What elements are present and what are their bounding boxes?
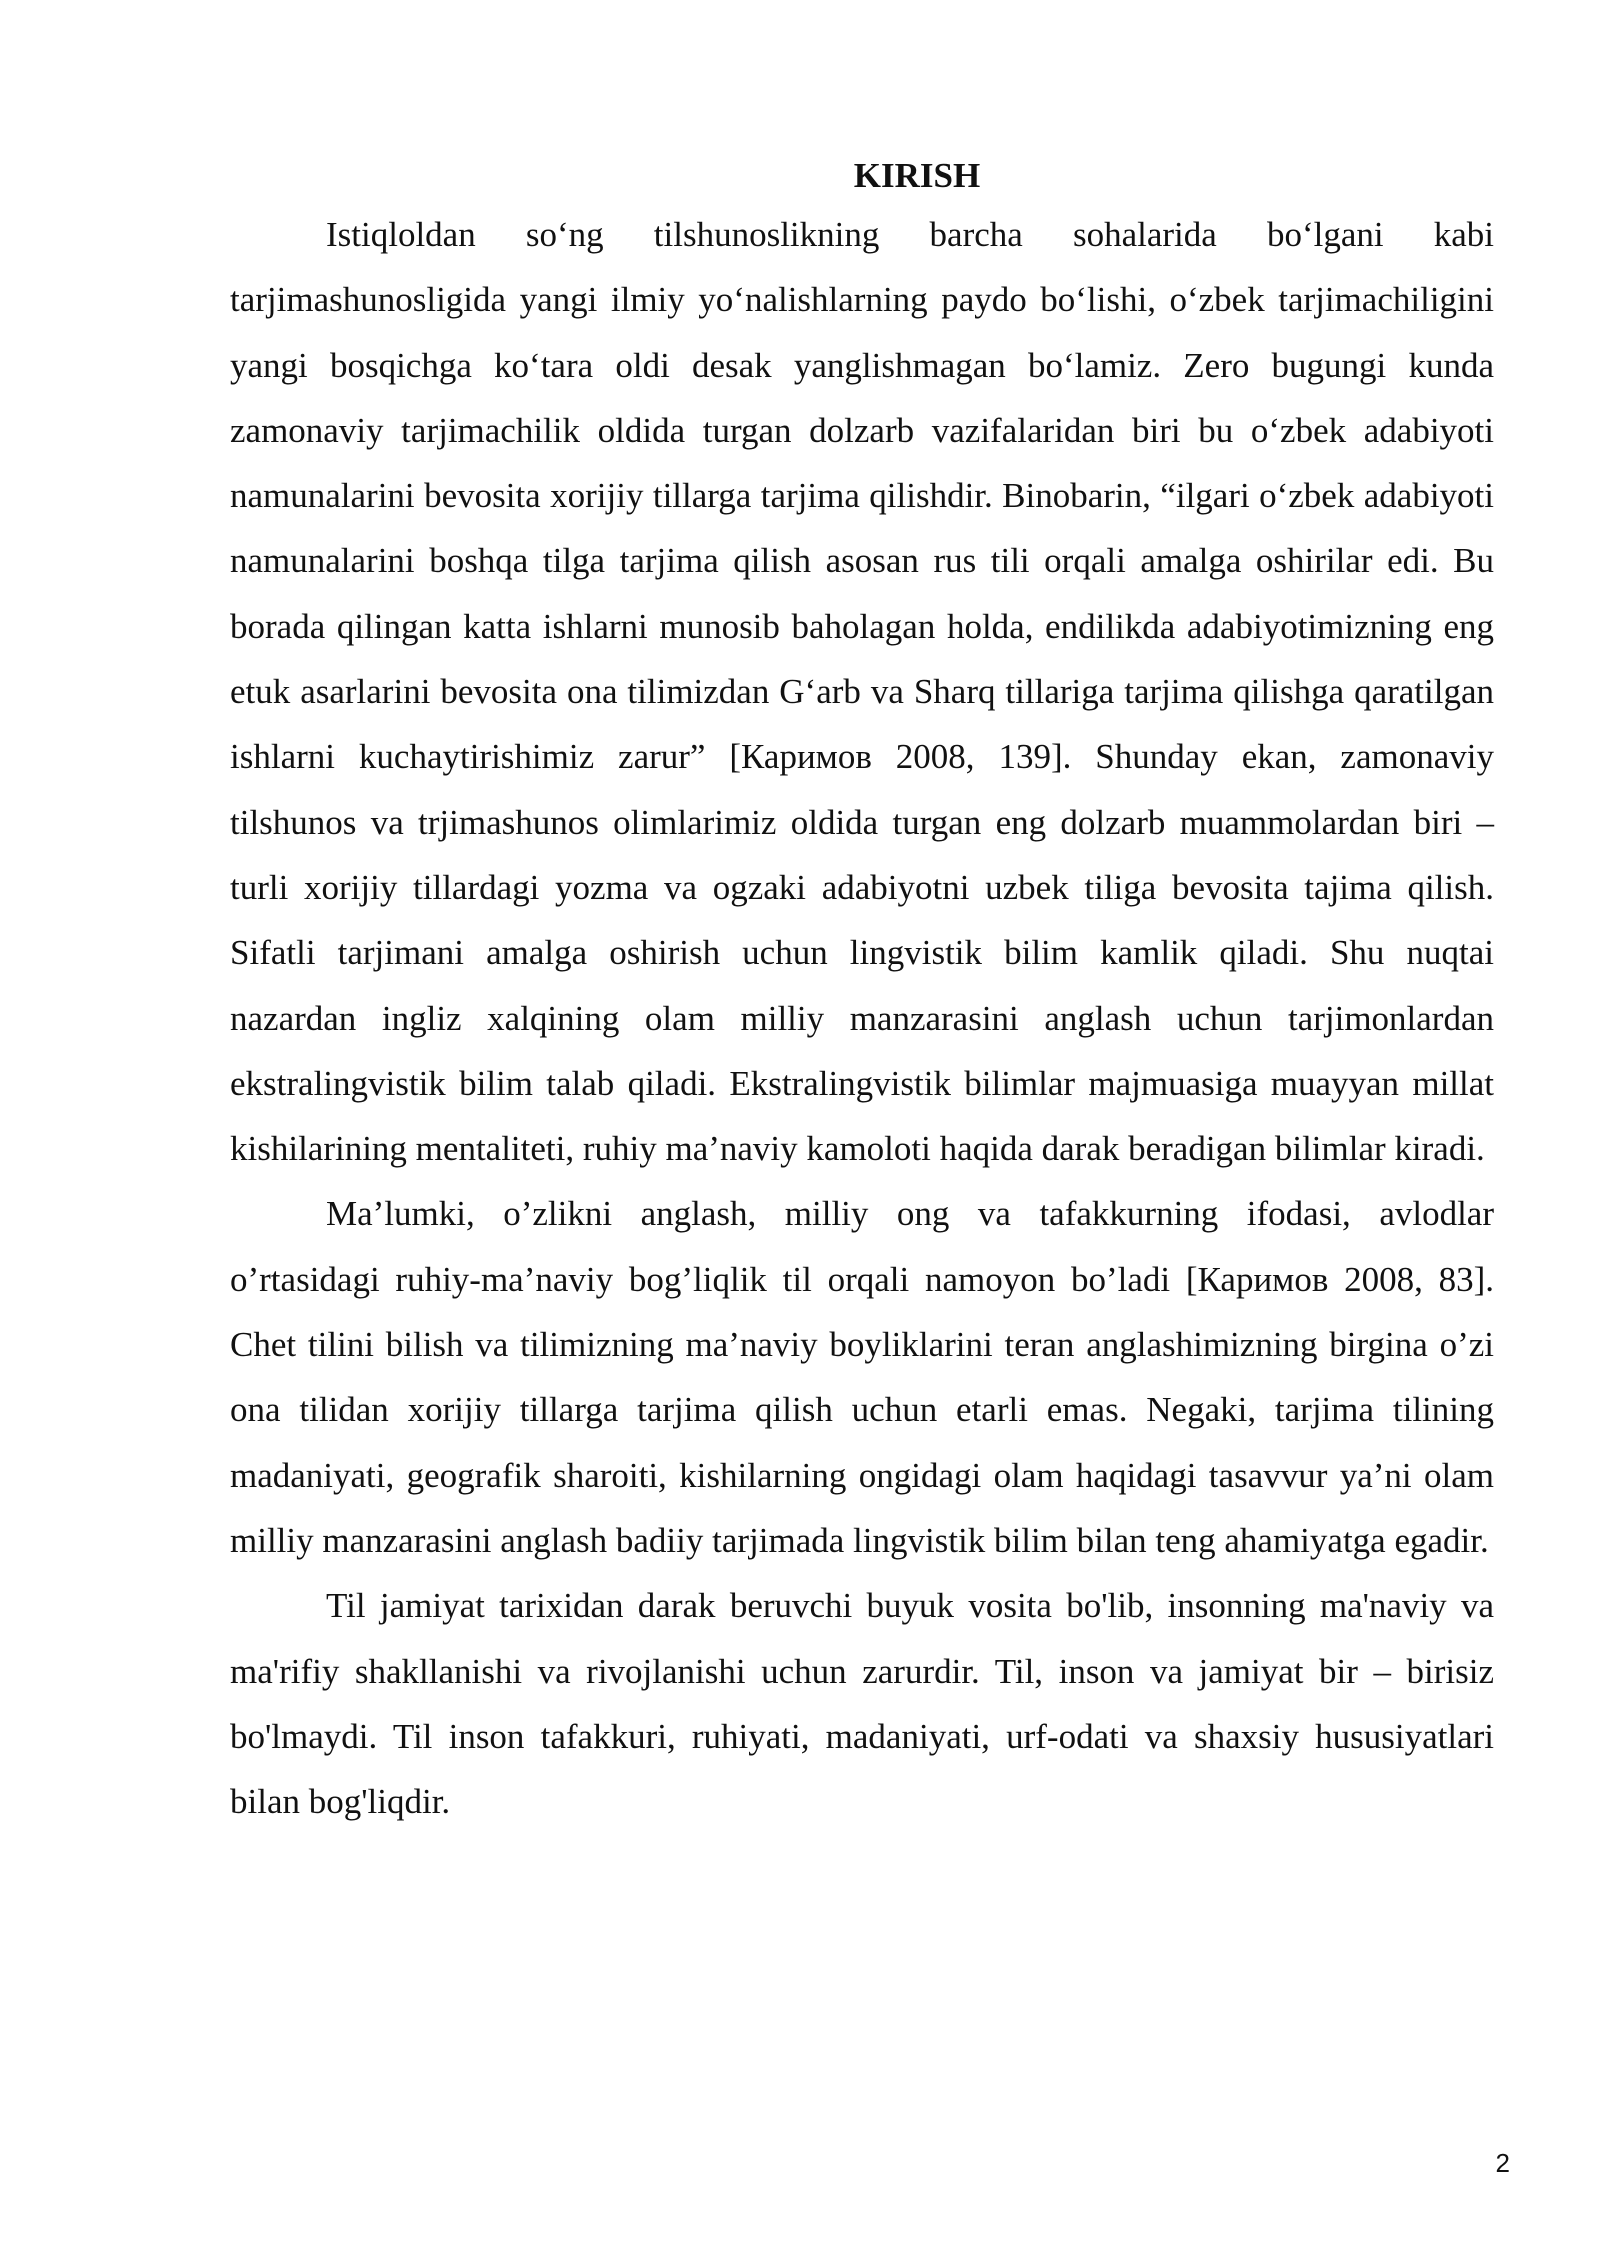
page-body xyxy=(230,150,1494,1834)
section-title: KIRISH xyxy=(853,156,981,195)
paragraph-3: Til jamiyat tarixidan darak beruvchi buyuk vosita bo'lib, insonning ma'naviy va ma'rifiy shakllanishi va rivojlanishi uchun zarurdir. Til, inson va jamiyat bir – birisiz bo'lmaydi. Til inson tafakkuri, ruhiyati, madaniyati, urf-odati va shaxsiy hususiyatlari bilan bog'liqdir. xyxy=(230,1586,1494,1822)
page-number: 2 xyxy=(1495,2148,1510,2178)
paragraph-1: Istiqloldan so‘ng tilshunoslikning barcha sohalarida bo‘lgani kabi tarjimashunosligida yangi ilmiy yo‘nalishlarning paydo bo‘lishi, o‘zbek tarjimachiligini yangi bosqichga ko‘tara oldi desak yanglishmagan bo‘lamiz. Zero bugungi kunda zamonaviy tarjimachilik oldida turgan dolzarb vazifalaridan biri bu o‘zbek adabiyoti namunalarini bevosita xorijiy tillarga tarjima qilishdir. Binobarin, “ilgari o‘zbek adabiyoti namunalarini boshqa tilga tarjima qilish asosan rus tili orqali amalga oshirilar edi. Bu borada qilingan katta ishlarni munosib baholagan holda, endilikda adabiyotimizning eng etuk asarlarini bevosita ona tilimizdan G‘arb va Sharq tillariga tarjima qilishga qaratilgan ishlarni kuchaytirishimiz zarur” [Каримов 2008, 139]. Shunday ekan, zamonaviy tilshunos va trjimashunos olimlarimiz oldida turgan eng dolzarb muammolardan biri – turli xorijiy tillardagi yozma va ogzaki adabiyotni uzbek tiliga bevosita tajima qilish. Sifatli tarjimani amalga oshirish uchun lingvistik bilim kamlik qiladi. Shu nuqtai nazardan ingliz xalqining olam milliy manzarasini anglash uchun tarjimonlardan ekstralingvistik bilim talab qiladi. Ekstralingvistik bilimlar majmuasiga muayyan millat kishilarining mentaliteti, ruhiy ma’naviy kamoloti haqida darak beradigan bilimlar kiradi. xyxy=(230,215,1494,1169)
paragraph-2: Ma’lumki, o’zlikni anglash, milliy ong va tafakkurning ifodasi, avlodlar o’rtasidagi ruhiy-ma’naviy bog’liqlik til orqali namoyon bo’ladi [Каримов 2008, 83]. Chet tilini bilish va tilimizning ma’naviy boyliklarini teran anglashimizning birgina o’zi ona tilidan xorijiy tillarga tarjima qilish uchun etarli emas. Negaki, tarjima tilining madaniyati, geografik sharoiti, kishilarning ongidagi olam haqidagi tasavvur ya’ni olam milliy manzarasini anglash badiiy tarjimada lingvistik bilim bilan teng ahamiyatga egadir. xyxy=(230,1194,1494,1560)
